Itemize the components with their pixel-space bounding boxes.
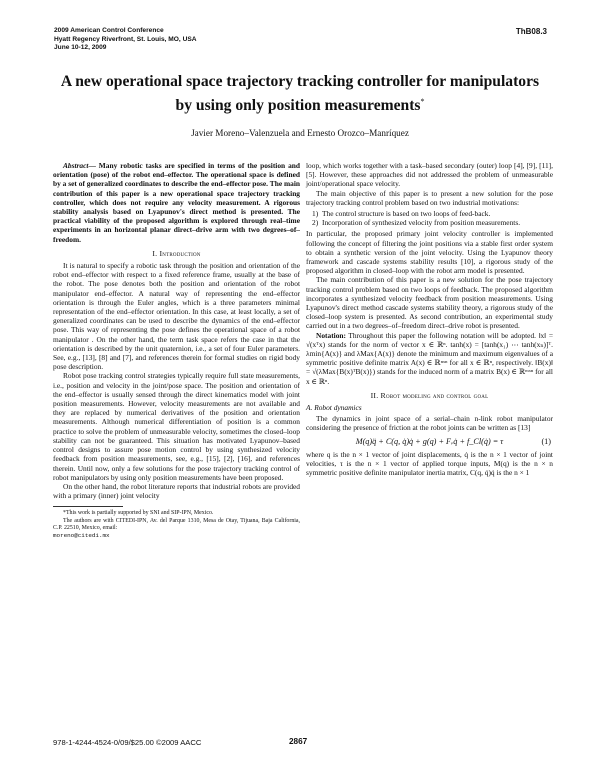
authors: Javier Moreno–Valenzuela and Ernesto Orozco–Manríquez bbox=[191, 128, 409, 138]
list-item: 1) The control structure is based on two loops of feed-back. bbox=[312, 209, 491, 219]
notation-label: Notation: bbox=[316, 330, 346, 340]
section-heading-introduction: I. Introduction bbox=[152, 248, 201, 258]
conference-name: 2009 American Control Conference bbox=[54, 27, 164, 34]
section-heading-robot-modeling: II. Robot modeling and control goal bbox=[370, 390, 489, 400]
abstract bbox=[53, 161, 300, 244]
conference-dates: June 10-12, 2009 bbox=[54, 44, 107, 52]
right-paragraph-3: In particular, the proposed primary joint velocity controller is implemented following the concept of filtering the joint positions via a stable first order system to obtain a synthetic version of the joint velocity. Using the Lyapunov theory framework and cascade systems stability results [10], a rigorous study of the proposed algorithm in closed–loop with the robot arm model is presented. bbox=[306, 229, 553, 276]
title-footnote-mark: * bbox=[420, 97, 425, 106]
paper-title bbox=[40, 72, 560, 116]
subsection-robot-dynamics: A. Robot dynamics bbox=[306, 403, 362, 413]
equation-body: M(q)q̈ + C(q, q̇)q̇ + g(q) + Fᵥq̇ + f_Cl(q̇) = τ bbox=[355, 436, 504, 446]
conference-venue: Hyatt Regency Riverfront, St. Louis, MO, USA bbox=[54, 35, 197, 43]
left-column bbox=[53, 161, 300, 539]
right-paragraph-6: where q is the n × 1 vector of joint displacements, q̇ is the n × 1 vector of joint velocities, τ is the n × 1 vector of applied torque inputs, M(q) is the n × n symmetric positive definite manipulator inertia matrix, C(q, q̇)q̇ is the n × 1 bbox=[306, 449, 553, 478]
page-number: 2867 bbox=[289, 737, 308, 746]
notation-paragraph: Notation: Throughout this paper the following notation will be adopted. ‖x‖ = √(xᵀx) stands for the norm of vector x ∈ ℝⁿ. tanh(x) = [tanh(x₁) ⋯ tanh(xₙ)]ᵀ. λmin{A(x)} and λMax{A(x)} denote the minimum and maximum eigenvalues of a symmetric positive definite matrix A(x) ∈ ℝⁿˣⁿ for all x ∈ ℝⁿ, respectively. ‖B(x)‖ = √(λMax{B(x)ᵀB(x)}) stands for the induced norm of a matrix B(x) ∈ ℝᵐˣⁿ for all x ∈ ℝⁿ. bbox=[306, 330, 553, 386]
right-paragraph-1: loop, which works together with a task–based secondary (outer) loop [4], [9], [11], [5]. However, these approaches did not addressed the problem of unmeasurable joint/operational space velocity. bbox=[306, 161, 553, 189]
right-paragraph-2: The main objective of this paper is to present a new solution for the pose trajectory tracking control problem based on two industrial motivations: bbox=[306, 188, 553, 207]
right-paragraph-4: The main contribution of this paper is a new solution for the pose trajectory tracking control problem based on two loops of feedback. The proposed algorithm incorporates a synthesized velocity feedback from position measurements. Using Lyapunov's direct method cascade systems stability theory, a rigorous study of the closed–loop system is presented. As second contribution, an experimental study carried out in a two degrees–of–freedom direct–drive robot is presented. bbox=[306, 275, 553, 331]
abstract-text: — Many robotic tasks are specified in terms of the position and orientation (pose) of the robot end–effector. The operational space is defined by a set of generalized coordinates to describe the end–effector pose. The main contribution of this paper is a new operational space trajectory tracking controller, which does not require any velocity measurement. A rigorous stability analysis based on Lyapunov's direct method is presented. The practical viability of the proposed algorithm is explored through real–time experiments in an horizontal planar direct–drive arm with two degrees–of–freedom. bbox=[53, 161, 300, 244]
right-column bbox=[306, 161, 553, 478]
intro-paragraph-3: On the other hand, the robot literature reports that industrial robots are provided with a primary (inner) joint velocity bbox=[53, 481, 300, 501]
isbn-copyright: 978-1-4244-4524-0/09/$25.00 ©2009 AACC bbox=[53, 738, 202, 747]
list-item: 2) Incorporation of synthesized velocity from position measurements. bbox=[312, 218, 521, 228]
right-paragraph-5: The dynamics in joint space of a serial–chain n-link robot manipulator considering the presence of friction at the robot joints can be written as [13] bbox=[306, 414, 553, 433]
equation-1 bbox=[306, 437, 553, 446]
intro-paragraph-2: Robot pose tracking control strategies typically require full state measurements, i.e., position and velocity in the joint/pose space. The position and orientation of the end–effector is usually sensed through the direct kinematics model with joint position measurements. However, velocity measurements are not available and they are replaced by numerical derivatives of the position and orientation measurements. Although numerical differentiation of position is a common practice to solve the problem of unmeasurable velocity, sometimes the closed–loop stability can not be guaranteed. This situation has motivated Lyapunov–based control designs to assure pose motion control by using synthesized velocity feedback from position measurements, see, e.g., [15], [2], [16], and references therein. Until now, only a few solutions for the pose trajectory tracking control of robot manipulators by using only position measurements have been proposed. bbox=[53, 371, 300, 482]
session-code: ThB08.3 bbox=[515, 27, 547, 36]
abstract-label: Abstract bbox=[63, 161, 89, 170]
conference-header bbox=[54, 27, 197, 53]
equation-number: (1) bbox=[541, 436, 551, 446]
title-line-2: by using only position measurements* bbox=[175, 97, 425, 114]
intro-paragraph-1: It is natural to specify a robotic task through the position and orientation of the robot end–effector with respect to a fixed reference frame, usually at the base of the robot. The pose denotes both the position and orientation of the robot manipulator end–effector. A natural way of representing the end–effector orientation is through the Euler angles, which is a three parameters minimal representation of the end–effector orientation. In this case, at least locally, a set of generalized coordinates can be used to describe the dynamics of the end–effector pose. This way of representing the pose defines the operational space of a robot manipulator . On the other hand, the term task space refers the case in that the orientation is described by the unit quaternion, i.e., a set of four Euler parameters. See, e.g., [13], [8] and [7], and references therein for formal studies on rigid body pose description. bbox=[53, 261, 300, 372]
footnote-support: *This work is partially supported by SNI and SIP-IPN, Mexico. bbox=[63, 510, 214, 517]
footnote-divider bbox=[53, 506, 123, 507]
footnote-email: moreno@citedi.mx bbox=[53, 531, 110, 539]
title-line-1: A new operational space trajectory tracking controller for manipulators bbox=[60, 73, 540, 90]
motivation-list bbox=[306, 209, 553, 227]
footnote-affiliation: The authors are with CITEDI-IPN, Av. del Parque 1310, Mesa de Otay, Tijuana, Baja California, C.P. 22510, Mexico, email: bbox=[53, 517, 300, 531]
